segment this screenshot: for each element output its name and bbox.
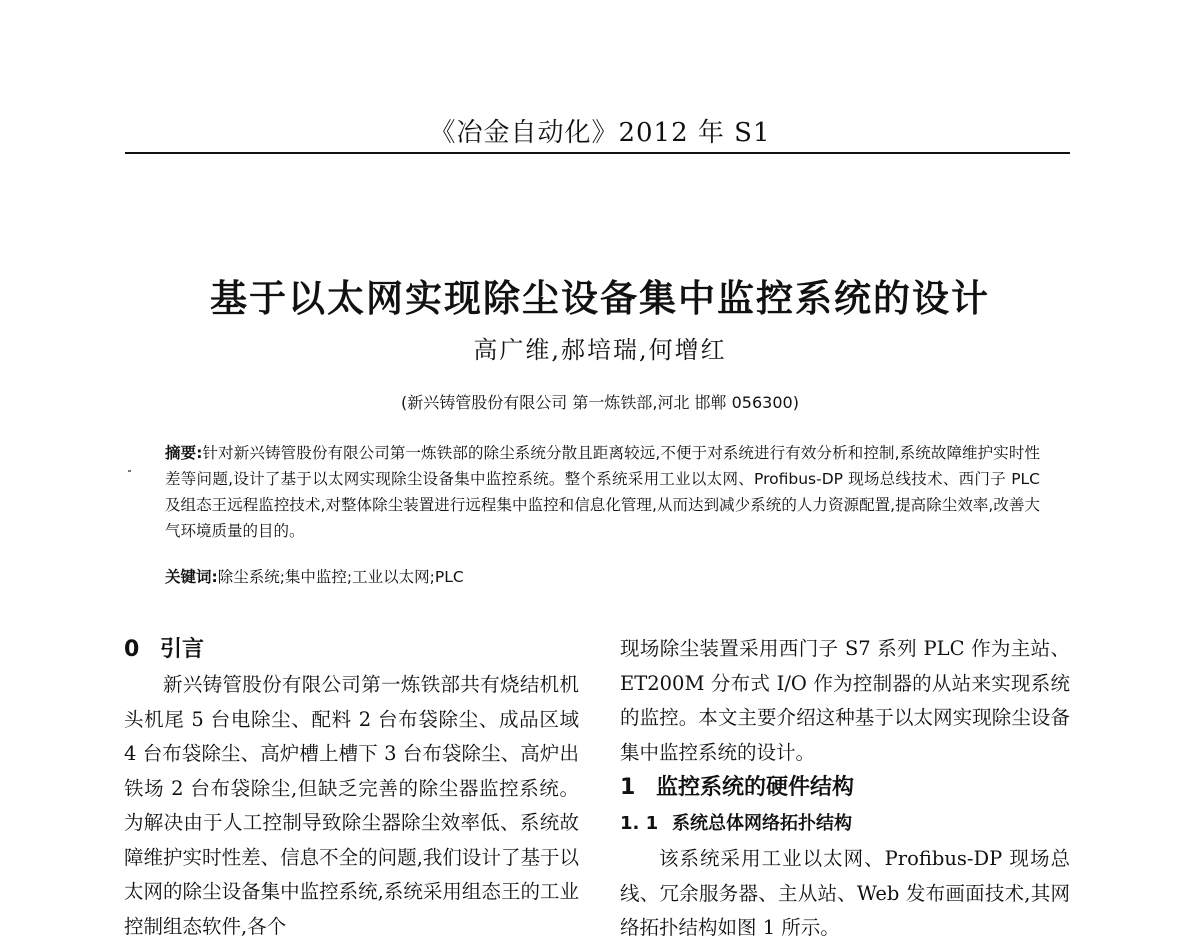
subsection-title: 系统总体网络拓扑结构: [672, 813, 852, 834]
section-heading-0: [124, 632, 579, 668]
right-column: [620, 632, 1070, 946]
affiliation: (新兴铸管股份有限公司 第一炼铁部,河北 邯郸 056300): [401, 393, 799, 412]
header-rule: [125, 152, 1070, 154]
intro-paragraph: 新兴铸管股份有限公司第一炼铁部共有烧结机机头机尾 5 台电除尘、配料 2 台布袋除尘、成品区域 4 台布袋除尘、高炉槽上槽下 3 台布袋除尘、高炉出铁场 2 台布袋除尘,但缺乏完善的除尘器监控系统。为解决由于人工控制导致除尘器除尘效率低、系统故障维护实时性差、信息不全的问题,我们设计了基于以太网的除尘设备集中监控系统,系统采用组态王的工业控制组态软件,各个: [124, 673, 579, 938]
abstract: [165, 440, 1040, 544]
keywords-text: 除尘系统;集中监控;工业以太网;PLC: [217, 568, 464, 586]
section-number: 1: [620, 775, 636, 800]
keywords-label: 关键词:: [165, 568, 218, 586]
authors: 高广维,郝培瑞,何增红: [473, 336, 727, 364]
journal-header: 《冶金自动化》2012 年 S1: [429, 118, 771, 148]
section-title: 引言: [160, 637, 205, 662]
abstract-text: 针对新兴铸管股份有限公司第一炼铁部的除尘系统分散且距离较远,不便于对系统进行有效分析和控制,系统故障维护实时性差等问题,设计了基于以太网实现除尘设备集中监控系统。整个系统采用工业以太网、Profibus-DP 现场总线技术、西门子 PLC 及组态王远程监控技术,对整体除尘装置进行远程集中监控和信息化管理,从而达到减少系统的人力资源配置,提高除尘效率,改善大气环境质量的目的。: [165, 444, 1041, 540]
subsection-number: 1. 1: [620, 813, 659, 834]
topology-paragraph: 该系统采用工业以太网、Profibus-DP 现场总线、冗余服务器、主从站、Web 发布画面技术,其网络拓扑结构如图 1 所示。: [620, 847, 1070, 939]
section-heading-1: [620, 770, 1070, 806]
subsection-heading-1-1: [620, 806, 1070, 842]
left-column: [124, 632, 579, 944]
stray-mark: [128, 470, 131, 472]
intro-continuation: 现场除尘装置采用西门子 S7 系列 PLC 作为主站、ET200M 分布式 I/O 作为控制器的从站来实现系统的监控。本文主要介绍这种基于以太网实现除尘设备集中监控系统的设计。: [620, 637, 1070, 764]
section-title: 监控系统的硬件结构: [656, 775, 855, 800]
paper-title: 基于以太网实现除尘设备集中监控系统的设计: [210, 276, 990, 320]
keywords: [165, 564, 1040, 590]
abstract-label: 摘要:: [165, 444, 203, 462]
section-number: 0: [124, 637, 140, 662]
